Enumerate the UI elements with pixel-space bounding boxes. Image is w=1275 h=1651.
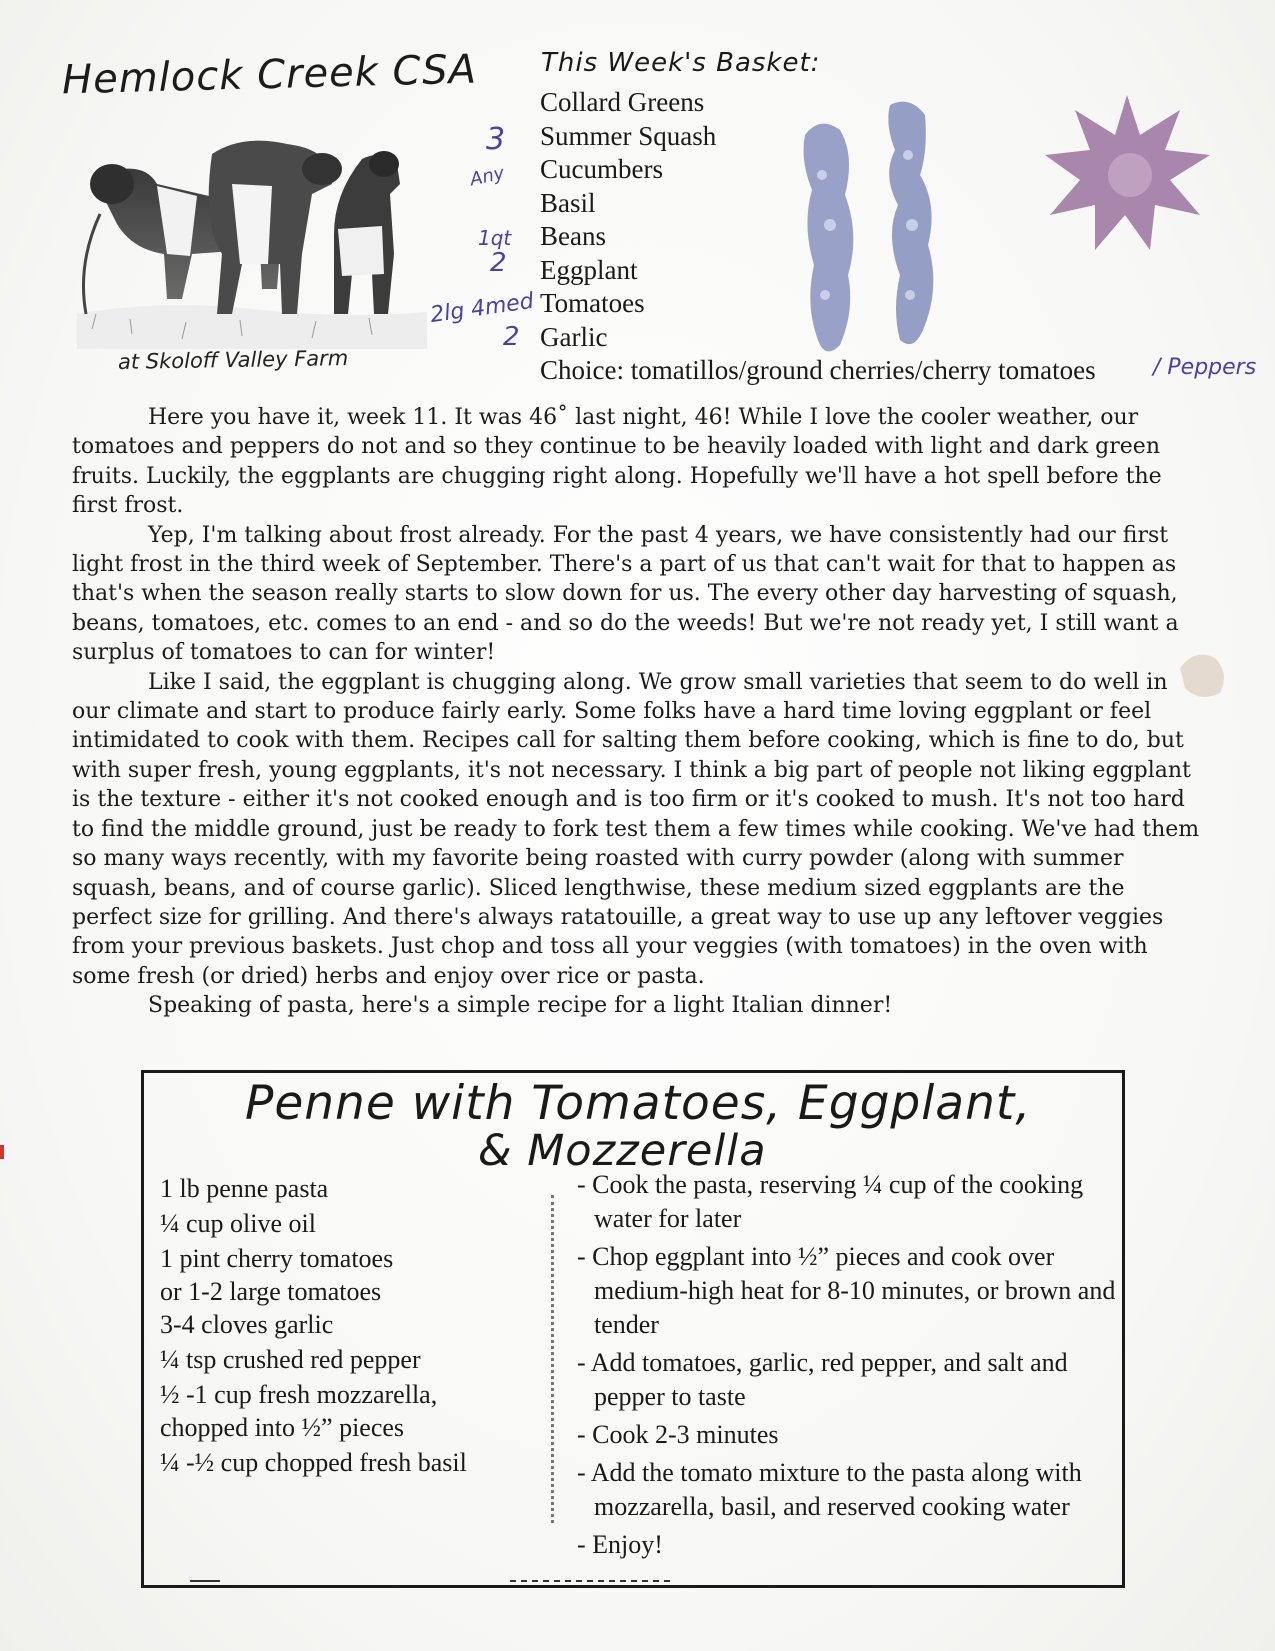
scan-mark bbox=[0, 1145, 4, 1159]
ingredient-item: ¼ tsp crushed red pepper bbox=[160, 1345, 421, 1374]
recipe-steps bbox=[577, 1168, 1117, 1566]
recipe-title: Penne with Tomatoes, Eggplant, bbox=[245, 1076, 1032, 1131]
list-item: Beans bbox=[540, 221, 606, 251]
list-item: Basil bbox=[540, 187, 596, 218]
list-item: Collard Greens bbox=[540, 87, 705, 117]
article-paragraph: Here you have it, week 11. It was 46˚ last night, 46! While I love the cooler weather, our tomatoes and peppers do not and so they continue to be heavily loaded with light and dark green fruits. Luckily, the eggplants are chugging right along. Hopefully we'll have a hot spell before the first frost. bbox=[72, 405, 1162, 519]
note-tomatoes: 2lg 4med bbox=[428, 288, 536, 329]
recipe-step: - Cook 2-3 minutes bbox=[577, 1420, 779, 1449]
list-item: Choice: tomatillos/ground cherries/cherry tomatoes bbox=[540, 355, 1096, 385]
csa-title: Hemlock Creek CSA bbox=[61, 46, 478, 104]
farm-subtitle: at Skoloff Valley Farm bbox=[117, 345, 349, 375]
note-garlic: 2 bbox=[503, 322, 520, 352]
list-item: Summer Squash bbox=[540, 120, 717, 151]
ingredient-item: ¼ -½ cup chopped fresh basil bbox=[160, 1448, 467, 1477]
note-beans: 1qt bbox=[478, 226, 512, 250]
flower-stamp-image bbox=[1040, 90, 1215, 260]
list-item: Cucumbers bbox=[540, 154, 663, 184]
article-paragraph: Like I said, the eggplant is chugging along. We grow small varieties that seem to do well in our climate and start to produce fairly early. Some folks have a hard time loving eggplant or feel intimidated to cook with them. Recipes call for salting them before cooking, which is fine to do, but with super fresh, young eggplants, it's not necessary. I think a big part of people not liking eggplant is the texture - either it's not cooked enough and is too firm or it's cooked to mush. It's not too hard to find the middle ground, just be ready to fork test them a few times while cooking. We've had them so many ways recently, with my favorite being roasted with curry powder (along with summer squash, beans, and of course garlic). Sliced lengthwise, these medium sized eggplants are the perfect size for grilling. And there's always ratatouille, a great way to use up any leftover veggies from your previous baskets. Just chop and toss all your veggies (with tomatoes) in the oven with some fresh (or dried) herbs and enjoy over rice or pasta. bbox=[72, 669, 1200, 989]
column-divider bbox=[551, 1195, 554, 1523]
note-eggplant: 2 bbox=[490, 248, 507, 278]
ingredient-item: chopped into ½” pieces bbox=[160, 1413, 405, 1442]
recipe-step: - Enjoy! bbox=[577, 1530, 663, 1559]
ingredient-list bbox=[160, 1172, 467, 1481]
note-squash: 3 bbox=[486, 122, 506, 157]
list-item: Garlic bbox=[540, 321, 608, 352]
recipe-step: - Chop eggplant into ½” pieces and cook over medium-high heat for 8-10 minutes, or brown and tender bbox=[577, 1242, 1116, 1339]
article-paragraph: Yep, I'm talking about frost already. For the past 4 years, we have consistently had our first light frost in the third week of September. There's a part of us that can't wait for that to happen as that's when the season really starts to slow down for us. The every other day harvesting of squash, beans, tomatoes, etc. comes to an end - and so do the weeds! But we're not ready yet, I still want a surplus of tomatoes to can for winter! bbox=[72, 522, 1179, 666]
cow-illustration bbox=[72, 114, 432, 349]
bottom-dashes bbox=[190, 1577, 670, 1585]
ingredient-item: 1 lb penne pasta bbox=[160, 1174, 329, 1203]
article-paragraph: Speaking of pasta, here's a simple recipe for a light Italian dinner! bbox=[148, 993, 893, 1019]
ingredient-item: ¼ cup olive oil bbox=[160, 1209, 316, 1238]
stain-mark bbox=[1175, 648, 1230, 703]
ingredient-item: 1 pint cherry tomatoes bbox=[160, 1244, 394, 1273]
recipe-step: - Add tomatoes, garlic, red pepper, and salt and pepper to taste bbox=[577, 1348, 1068, 1411]
recipe-step: - Cook the pasta, reserving ¼ cup of the cooking water for later bbox=[577, 1170, 1084, 1233]
article-body bbox=[72, 403, 1202, 1021]
note-cucumbers: Any bbox=[468, 162, 507, 191]
recipe-title-continued: & Mozzerella bbox=[478, 1126, 767, 1176]
basket-heading: This Week's Basket: bbox=[541, 48, 821, 78]
note-peppers: / Peppers bbox=[1153, 355, 1257, 380]
list-item: Tomatoes bbox=[540, 288, 645, 318]
ingredient-item: 3-4 cloves garlic bbox=[160, 1310, 334, 1339]
ingredient-item: or 1-2 large tomatoes bbox=[160, 1277, 382, 1306]
recipe-step: - Add the tomato mixture to the pasta along with mozzarella, basil, and reserved cooking water bbox=[577, 1458, 1082, 1521]
ingredient-item: ½ -1 cup fresh mozzarella, bbox=[160, 1380, 438, 1409]
squash-stamp-image bbox=[800, 95, 1010, 365]
list-item: Eggplant bbox=[540, 254, 638, 285]
